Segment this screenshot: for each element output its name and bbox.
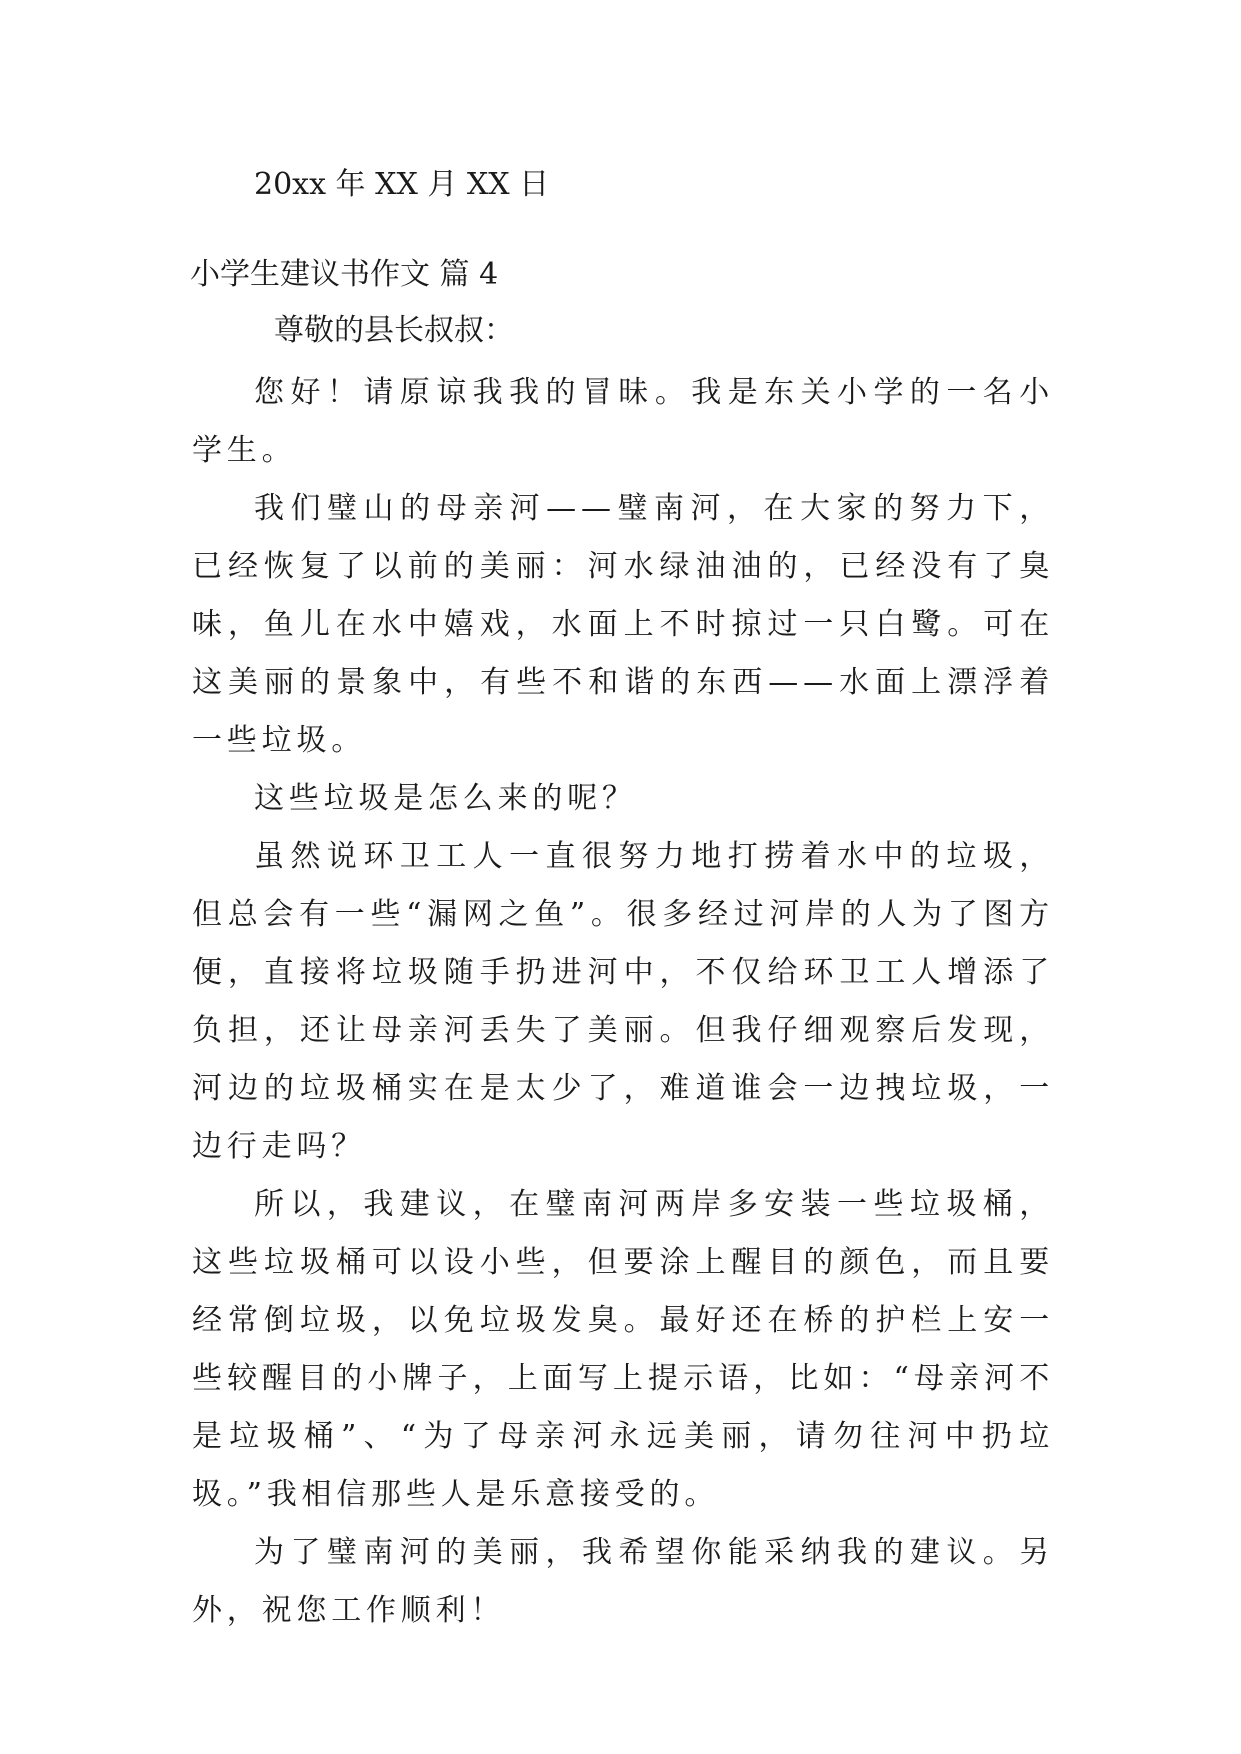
paragraph-greeting: 您好！请原谅我我的冒昧。我是东关小学的一名小学生。 [192, 375, 1054, 468]
paragraph-closing: 为了璧南河的美丽，我希望你能采纳我的建议。另外，祝您工作顺利！ [192, 1535, 1054, 1628]
paragraph-problem: 虽然说环卫工人一直很努力地打捞着水中的垃圾，但总会有一些“漏网之鱼”。很多经过河岸的人为了图方便，直接将垃圾随手扔进河中，不仅给环卫工人增添了负担，还让母亲河丢失了美丽。但我仔细观察后发现，河边的垃圾桶实在是太少了，难道谁会一边拽垃圾，一边行走吗？ [192, 839, 1054, 1164]
letter-date: 20xx 年 XX 月 XX 日 [254, 167, 550, 202]
paragraph-river-description: 我们璧山的母亲河——璧南河，在大家的努力下，已经恢复了以前的美丽：河水绿油油的，已经没有了臭味，鱼儿在水中嬉戏，水面上不时掠过一只白鹭。可在这美丽的景象中，有些不和谐的东西——水面上漂浮着一些垃圾。 [192, 491, 1054, 758]
paragraph-suggestion: 所以，我建议，在璧南河两岸多安装一些垃圾桶，这些垃圾桶可以设小些，但要涂上醒目的颜色，而且要经常倒垃圾，以免垃圾发臭。最好还在桥的护栏上安一些较醒目的小牌子，上面写上提示语，比如：“母亲河不是垃圾桶”、“为了母亲河永远美丽，请勿往河中扔垃圾。”我相信那些人是乐意接受的。 [192, 1187, 1054, 1512]
paragraph-question: 这些垃圾是怎么来的呢？ [254, 781, 637, 816]
salutation: 尊敬的县长叔叔： [274, 313, 514, 348]
letter-body [192, 364, 1054, 1640]
section-title: 小学生建议书作文 篇 4 [190, 257, 499, 292]
